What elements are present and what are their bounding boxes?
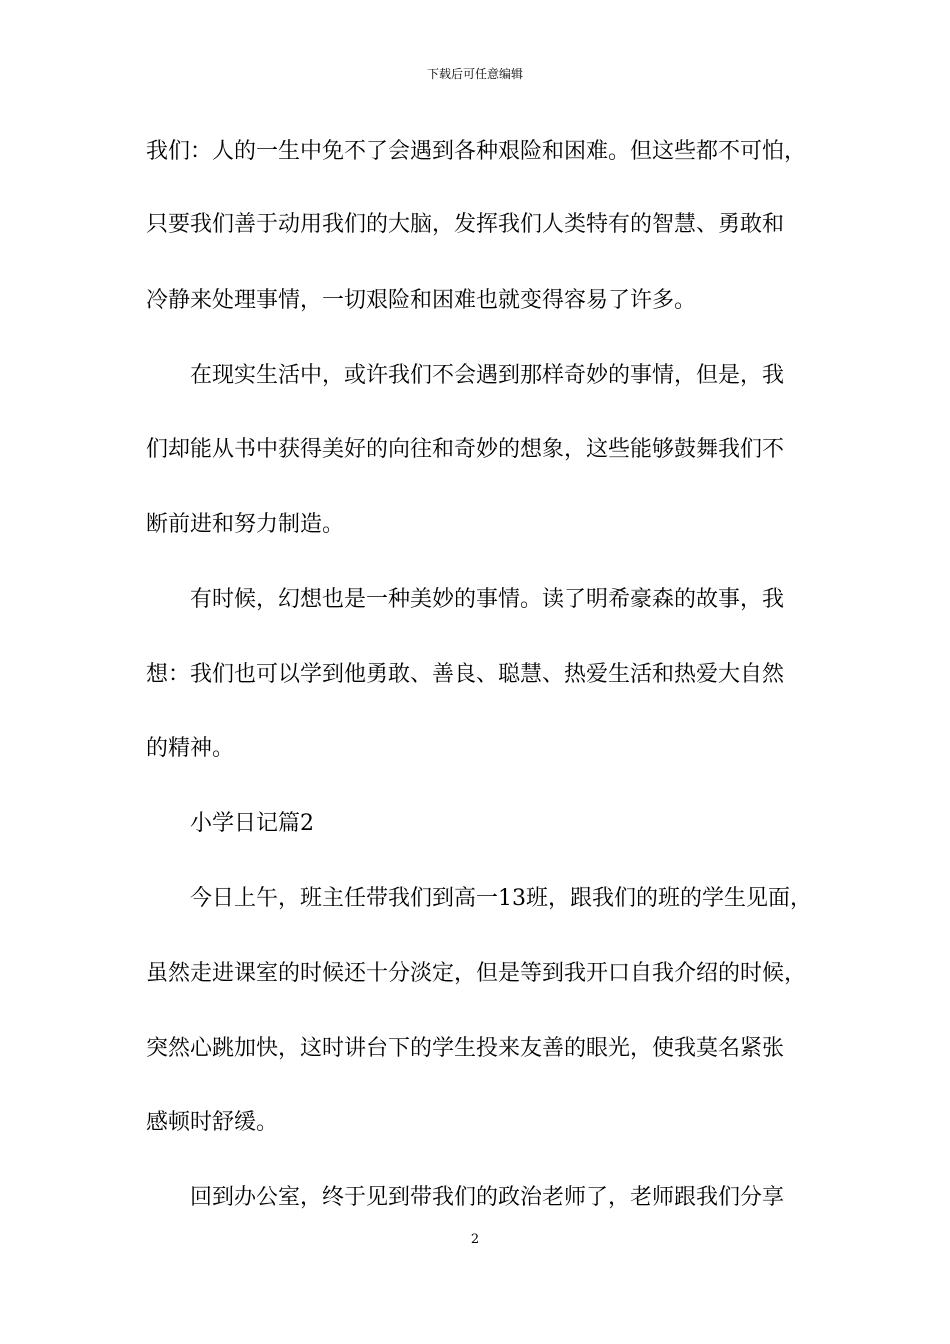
body-line: 想：我们也可以学到他勇敢、善良、聪慧、热爱生活和热爱大自然 [146,662,785,687]
body-line: 们却能从书中获得美好的向往和奇妙的想象，这些能够鼓舞我们不 [146,437,785,462]
body-line: 感顿时舒缓。 [146,1110,279,1135]
body-line: 虽然走进课室的时候还十分淡定，但是等到我开口自我介绍的时候， [146,961,807,986]
body-line: 在现实生活中，或许我们不会遇到那样奇妙的事情，但是，我 [146,363,785,388]
body-line: 有时候，幻想也是一种美妙的事情。读了明希豪森的故事，我 [146,587,785,612]
body-line: 回到办公室，终于见到带我们的政治老师了，老师跟我们分享 [146,1185,785,1210]
section-heading: 小学日记篇2 [146,811,314,836]
page-header: 下载后可任意编辑 [426,67,523,81]
body-line: 今日上午，班主任带我们到高一13班，跟我们的班的学生见面， [146,886,812,911]
body-line: 我们：人的一生中免不了会遇到各种艰险和困难。但这些都不可怕， [146,139,807,164]
body-line: 只要我们善于动用我们的大脑，发挥我们人类特有的智慧、勇敢和 [146,212,785,237]
body-line: 冷静来处理事情，一切艰险和困难也就变得容易了许多。 [146,288,697,313]
body-line: 突然心跳加快，这时讲台下的学生投来友善的眼光，使我莫名紧张 [146,1036,785,1061]
body-line: 的精神。 [146,736,235,761]
body-line: 断前进和努力制造。 [146,512,345,537]
page-number: 2 [470,1232,480,1247]
